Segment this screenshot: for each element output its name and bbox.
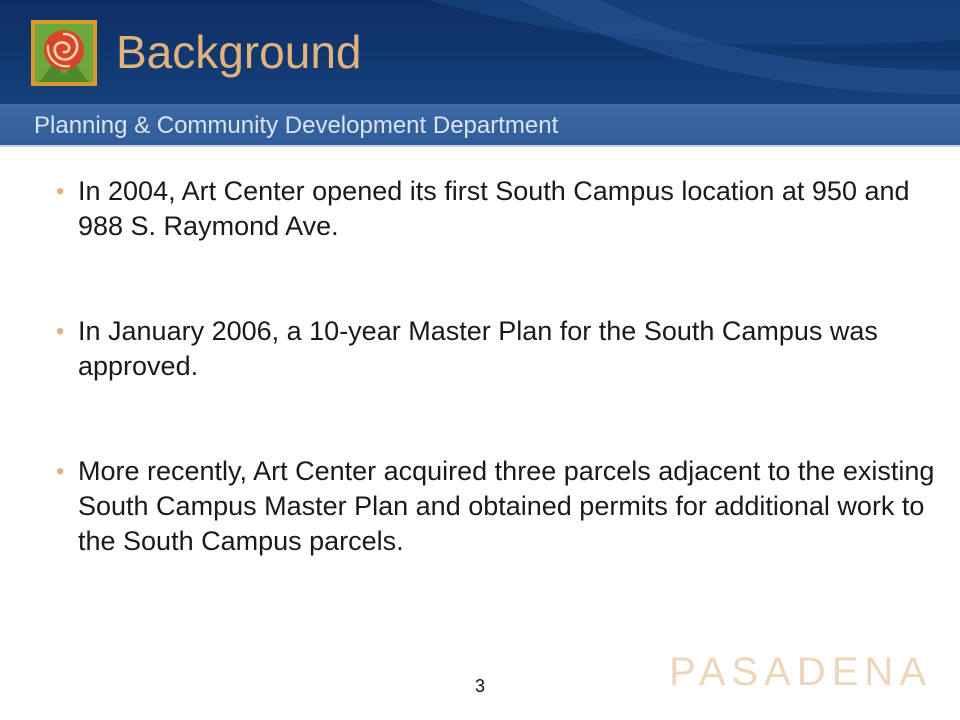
bullet-marker: • [56, 458, 65, 485]
bullet-list [56, 174, 936, 559]
pasadena-wordmark: PASADENA [669, 650, 932, 694]
bullet-text: In January 2006, a 10-year Master Plan for the South Campus was approved. [78, 316, 878, 381]
page-number: 3 [474, 676, 485, 696]
bullet-text: In 2004, Art Center opened its first South Campus location at 950 and 988 S. Raymond Ave. [78, 176, 910, 241]
department-name: Planning & Community Development Department [34, 112, 559, 139]
rose-logo-icon [31, 20, 97, 86]
slide-header [0, 0, 960, 147]
slide-title: Background [116, 26, 362, 78]
bullet-text: More recently, Art Center acquired three parcels adjacent to the existing South Campus Master Plan and obtained permits for additional work to the South Campus parcels. [78, 456, 935, 556]
bullet-item [56, 314, 936, 384]
bullet-item [56, 454, 936, 559]
bullet-marker: • [56, 318, 65, 345]
bullet-item [56, 174, 936, 244]
header-divider [0, 145, 960, 147]
bullet-marker: • [56, 178, 65, 205]
